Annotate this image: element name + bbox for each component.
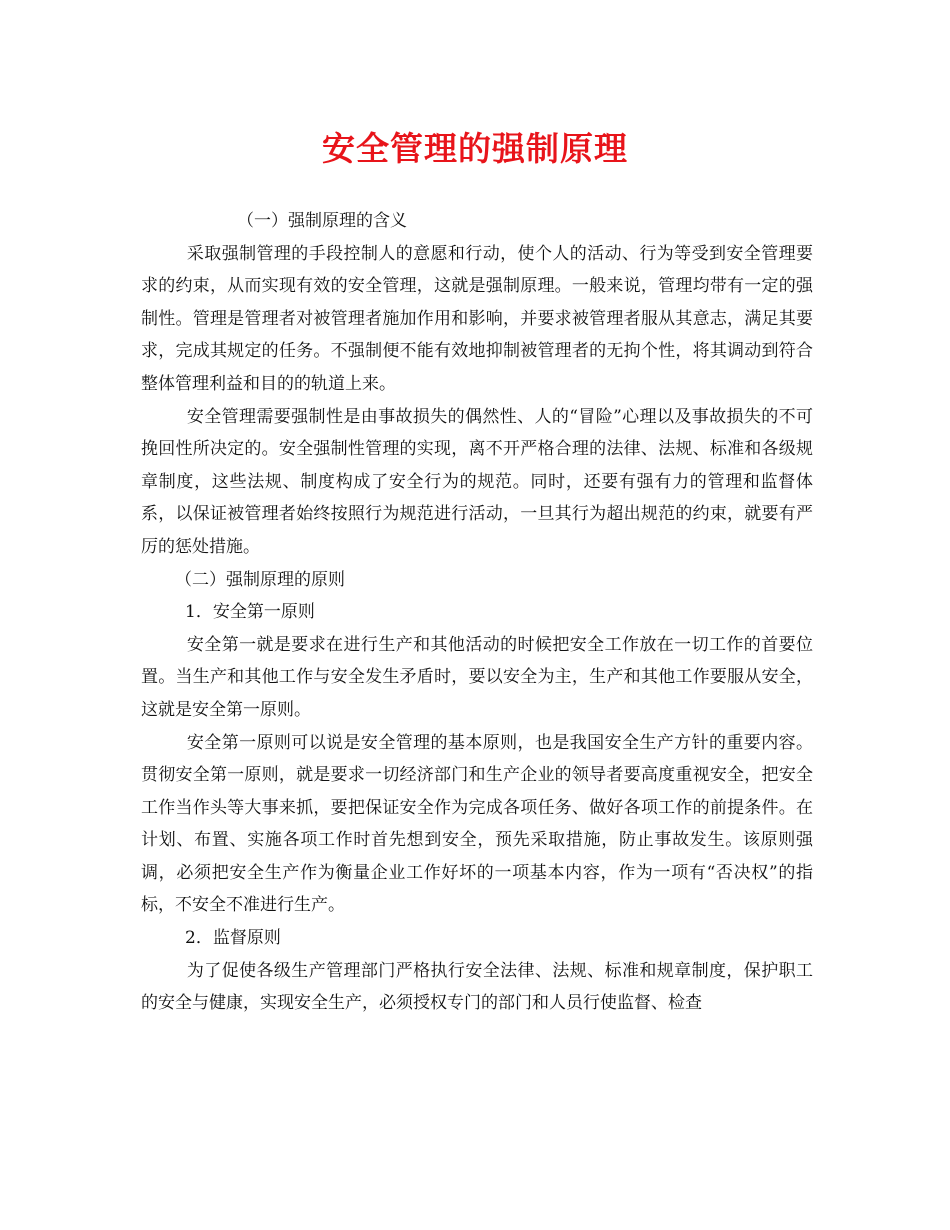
paragraph-supervision-1: 为了促使各级生产管理部门严格执行安全法律、法规、标准和规章制度，保护职工的安全与健康，实现安全生产，必须授权专门的部门和人员行使监督、检查 <box>141 960 813 1014</box>
item-heading-supervision: 2．监督原则 <box>185 928 281 949</box>
document-body <box>141 205 813 1020</box>
paragraph-meaning-2: 安全管理需要强制性是由事故损失的偶然性、人的“冒险”心理以及事故损失的不可挽回性所决定的。安全强制性管理的实现，离不开严格合理的法律、法规、标准和各级规章制度，这些法规、制度构成了安全行为的规范。同时，还要有强有力的管理和监督体系，以保证被管理者始终按照行为规范进行活动，一旦其行为超出规范的约束，就要有严厉的惩处措施。 <box>141 406 813 557</box>
paragraph-safety-first-2: 安全第一原则可以说是安全管理的基本原则，也是我国安全生产方针的重要内容。贯彻安全第一原则，就是要求一切经济部门和生产企业的领导者要高度重视安全，把安全工作当作头等大事来抓，要把保证安全作为完成各项任务、做好各项工作的前提条件。在计划、布置、实施各项工作时首先想到安全，预先采取措施，防止事故发生。该原则强调，必须把安全生产作为衡量企业工作好坏的一项基本内容，作为一项有“否决权”的指标，不安全不准进行生产。 <box>141 732 813 916</box>
section-heading-meaning: （一）强制原理的含义 <box>237 211 407 231</box>
item-heading-safety-first: 1．安全第一原则 <box>185 602 315 623</box>
section-heading-principles: （二）强制原理的原则 <box>175 569 345 590</box>
paragraph-safety-first-1: 安全第一就是要求在进行生产和其他活动的时候把安全工作放在一切工作的首要位置。当生产和其他工作与安全发生矛盾时，要以安全为主，生产和其他工作要服从安全，这就是安全第一原则。 <box>141 634 813 720</box>
document-title: 安全管理的强制原理 <box>322 129 628 168</box>
paragraph-meaning-1: 采取强制管理的手段控制人的意愿和行动，使个人的活动、行为等受到安全管理要求的约束，从而实现有效的安全管理，这就是强制原理。一般来说，管理均带有一定的强制性。管理是管理者对被管理者施加作用和影响，并要求被管理者服从其意志，满足其要求，完成其规定的任务。不强制便不能有效地抑制被管理者的无拘个性，将其调动到符合整体管理利益和目的的轨道上来。 <box>141 243 813 394</box>
